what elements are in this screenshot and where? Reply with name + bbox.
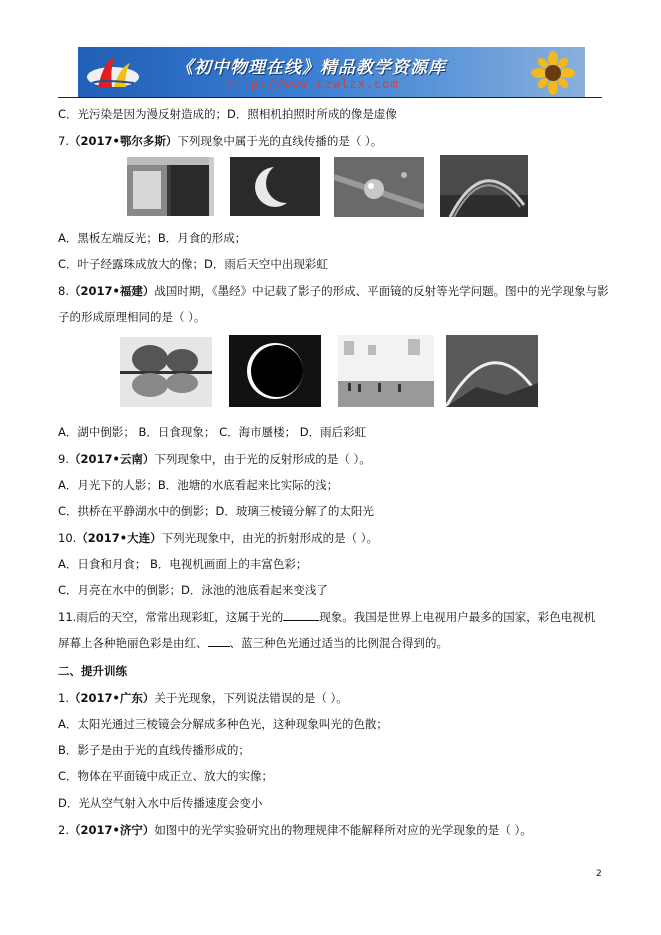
q11-text-d: 、蓝三种色光通过适当的比例混合得到的。 (229, 636, 448, 650)
q11-text-c: 屏幕上各种艳丽色彩是由红、 (58, 636, 208, 650)
q7-image-blackboard (127, 157, 214, 216)
p1-option-d: D．光从空气射入水中后传播速度会变小 (58, 796, 263, 810)
p2-text: 如图中的光学实验研究出的物理规律不能解释所对应的光学现象的是（ ）。 (154, 823, 532, 837)
q8-source: （2017•福建） (68, 284, 155, 298)
q8-image-solar-eclipse (229, 335, 321, 407)
header-title: 《初中物理在线》精品教学资源库 (176, 58, 446, 78)
q10-options-ab: A．日食和月食； B．电视机画面上的丰富色彩； (58, 557, 308, 571)
q7-text: 下列现象中属于光的直线传播的是（ ）。 (177, 134, 383, 148)
sunflower-icon (515, 51, 575, 95)
page-number: 2 (596, 869, 602, 879)
q11-blank-1 (283, 609, 319, 621)
header-rule (58, 97, 602, 98)
header-banner (78, 47, 585, 97)
q10-stem (58, 530, 378, 546)
q11-text-b: 现象。我国是世界上电视用户最多的国家，彩色电视机 (319, 610, 596, 624)
q10-number: 10. (58, 531, 77, 545)
p1-stem (58, 690, 348, 706)
q8-stem-cont: 子的形成原理相同的是（ ）。 (58, 310, 206, 324)
p1-option-c: C．物体在平面镜中成正立、放大的实像； (58, 769, 274, 783)
p2-number: 2. (58, 823, 69, 837)
q7-options-cd: C．叶子经露珠成放大的像；D．雨后天空中出现彩虹 (58, 257, 328, 271)
p1-option-b: B．影子是由于光的直线传播形成的； (58, 743, 250, 757)
q9-options-ab: A．月光下的人影；B．池塘的水底看起来比实际的浅； (58, 478, 339, 492)
q8-text: 战国时期，《墨经》中记载了影子的形成、平面镜的反射等光学问题。图中的光学现象与影 (154, 284, 609, 298)
section-title: 二、提升训练 (58, 664, 127, 678)
q6-options-cd: C．光污染是因为漫反射造成的；D．照相机拍照时所成的像是虚像 (58, 107, 397, 121)
q7-options-ab: A．黑板左端反光；B．月食的形成； (58, 231, 247, 245)
q10-options-cd: C．月亮在水中的倒影；D．泳池的池底看起来变浅了 (58, 583, 328, 597)
q11-line1 (58, 609, 595, 625)
q11-line2 (58, 635, 448, 651)
q7-image-rainbow (440, 155, 528, 217)
q7-image-lunar-eclipse (230, 157, 320, 216)
p1-option-a: A．太阳光通过三棱镜会分解成多种色光，这种现象叫光的色散； (58, 717, 388, 731)
q8-image-lake-reflection (120, 337, 212, 407)
q9-source: （2017•云南） (68, 452, 155, 466)
q7-image-dewdrop (334, 157, 424, 217)
q8-image-rainbow (446, 335, 538, 407)
q9-options-cd: C．拱桥在平静湖水中的倒影；D．玻璃三棱镜分解了的太阳光 (58, 504, 374, 518)
header-url: http://www.czwlzx.com (226, 77, 399, 91)
q9-number: 9. (58, 452, 69, 466)
q10-source: （2017•大连） (76, 531, 162, 545)
q8-number: 8. (58, 284, 69, 298)
q7-stem (58, 133, 382, 149)
q11-text-a: 11.雨后的天空，常常出现彩虹，这属于光的 (58, 610, 284, 624)
p1-text: 关于光现象，下列说法错误的是（ ）。 (154, 691, 348, 705)
q11-blank-2 (208, 635, 230, 647)
q7-number: 7. (58, 134, 69, 148)
site-logo-icon (84, 53, 142, 91)
q8-options: A．湖中倒影； B．日食现象； C．海市蜃楼； D．雨后彩虹 (58, 425, 367, 439)
q7-source: （2017•鄂尔多斯） (68, 134, 178, 148)
p1-number: 1. (58, 691, 69, 705)
p2-stem (58, 822, 532, 838)
q9-stem (58, 451, 371, 467)
q8-image-mirage (338, 335, 434, 407)
q8-stem (58, 283, 609, 299)
q10-text: 下列光现象中，由光的折射形成的是（ ）。 (161, 531, 379, 545)
q9-text: 下列现象中，由于光的反射形成的是（ ）。 (154, 452, 371, 466)
p1-source: （2017•广东） (68, 691, 155, 705)
p2-source: （2017•济宁） (68, 823, 155, 837)
